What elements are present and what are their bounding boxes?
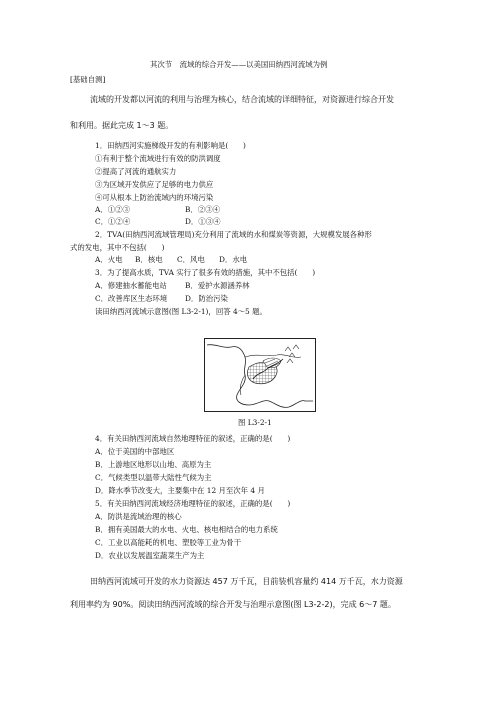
question-2-stem-line-2: 式的发电，其中不包括( ): [70, 243, 165, 252]
intro-line-2: 和利用。据此完成 1～3 题。: [70, 121, 174, 130]
question-4-stem: 4．有关田纳西河流域自然地理特征的叙述，正确的是( ): [95, 434, 291, 443]
option-a[interactable]: A．①②③: [95, 205, 130, 214]
passage-line-2: 利用率约为 90%。阅读田纳西河流域的综合开发与治理示意图(图 L3-2-2)，完成 6～7 题。: [70, 600, 396, 609]
mountain-symbols: [285, 345, 299, 363]
option-c[interactable]: C．改善库区生态环境: [95, 294, 168, 303]
state-border: [245, 355, 301, 358]
option-a[interactable]: A．火电: [95, 255, 123, 264]
option-d[interactable]: D．防治污染: [185, 294, 228, 303]
map-drawing: [205, 339, 315, 411]
question-1-options-row: [95, 217, 221, 226]
tennessee-river-map: [204, 338, 316, 412]
question-1-item: ②提高了河流的通航实力: [95, 167, 177, 176]
option-c[interactable]: C．气候类型以温带大陆性气候为主: [95, 473, 212, 482]
option-c[interactable]: C．工业以高能耗的机电、塑胶等工业为骨干: [95, 538, 242, 547]
option-b[interactable]: B．②③④: [185, 205, 220, 214]
question-1-stem: 1．田纳西河实施梯级开发的有利影响是( ): [95, 141, 246, 150]
question-1-item: ①有利于整个流域进行有效的防洪调度: [95, 154, 221, 163]
option-d[interactable]: D．①③④: [185, 217, 221, 226]
intro-line-1: 流域的开发都以河流的利用与治理为核心，结合流域的详细特征，对资源进行综合开发: [90, 95, 394, 104]
option-a[interactable]: A．修建抽水蓄能电站: [95, 281, 167, 290]
map-question-intro: 读田纳西河流域示意图(图 L3-2-1)，回答 4～5 题。: [95, 307, 267, 316]
option-a[interactable]: A．防洪是流域治理的核心: [95, 512, 182, 521]
option-d[interactable]: D．水电: [219, 255, 248, 264]
option-b[interactable]: B．拥有美国最大的水电、火电、核电相结合的电力系统: [95, 525, 278, 534]
question-3-stem: 3．为了提高水质，TVA 实行了很多有效的措施，其中不包括( ): [95, 268, 316, 277]
option-a[interactable]: A．位于美国的中部地区: [95, 447, 175, 456]
question-2-stem-line-1: 2．TVA(田纳西河流域管理局)充分利用了流域的水和煤炭等资源，大规模发展各种形: [95, 230, 372, 239]
question-3-options-row: [95, 294, 228, 303]
question-1-item: ③为区域开发供应了足够的电力供应: [95, 180, 214, 189]
option-b[interactable]: B．爱护水源涵养林: [185, 281, 250, 290]
question-3-options-row: [95, 281, 250, 290]
figure-caption: 图 L3-2-1: [238, 418, 272, 427]
question-1-item: ④可从根本上防治流域内的环境污染: [95, 193, 214, 202]
option-c[interactable]: C．①②④: [95, 217, 131, 226]
question-5-stem: 5．有关田纳西河流域经济地理特征的叙述，正确的是( ): [95, 499, 291, 508]
document-title: 其次节 流域的综合开发——以美国田纳西河流域为例: [150, 60, 328, 69]
option-c[interactable]: C．风电: [177, 255, 205, 264]
option-d[interactable]: D．农业以发展温室蔬菜生产为主: [95, 551, 205, 560]
question-1-options-row: [95, 205, 220, 214]
passage-line-1: 田纳西河流域可开发的水力资源达 457 万千瓦，目前装机容量约 414 万千瓦，水力资源: [90, 577, 403, 586]
option-d[interactable]: D．降水季节改变大，主要集中在 12 月至次年 4 月: [95, 486, 265, 495]
question-2-options-row: [95, 255, 247, 264]
option-b[interactable]: B．上游地区地形以山地、高原为主: [95, 460, 212, 469]
option-b[interactable]: B．核电: [135, 255, 163, 264]
section-label: [基础自测]: [70, 75, 106, 84]
